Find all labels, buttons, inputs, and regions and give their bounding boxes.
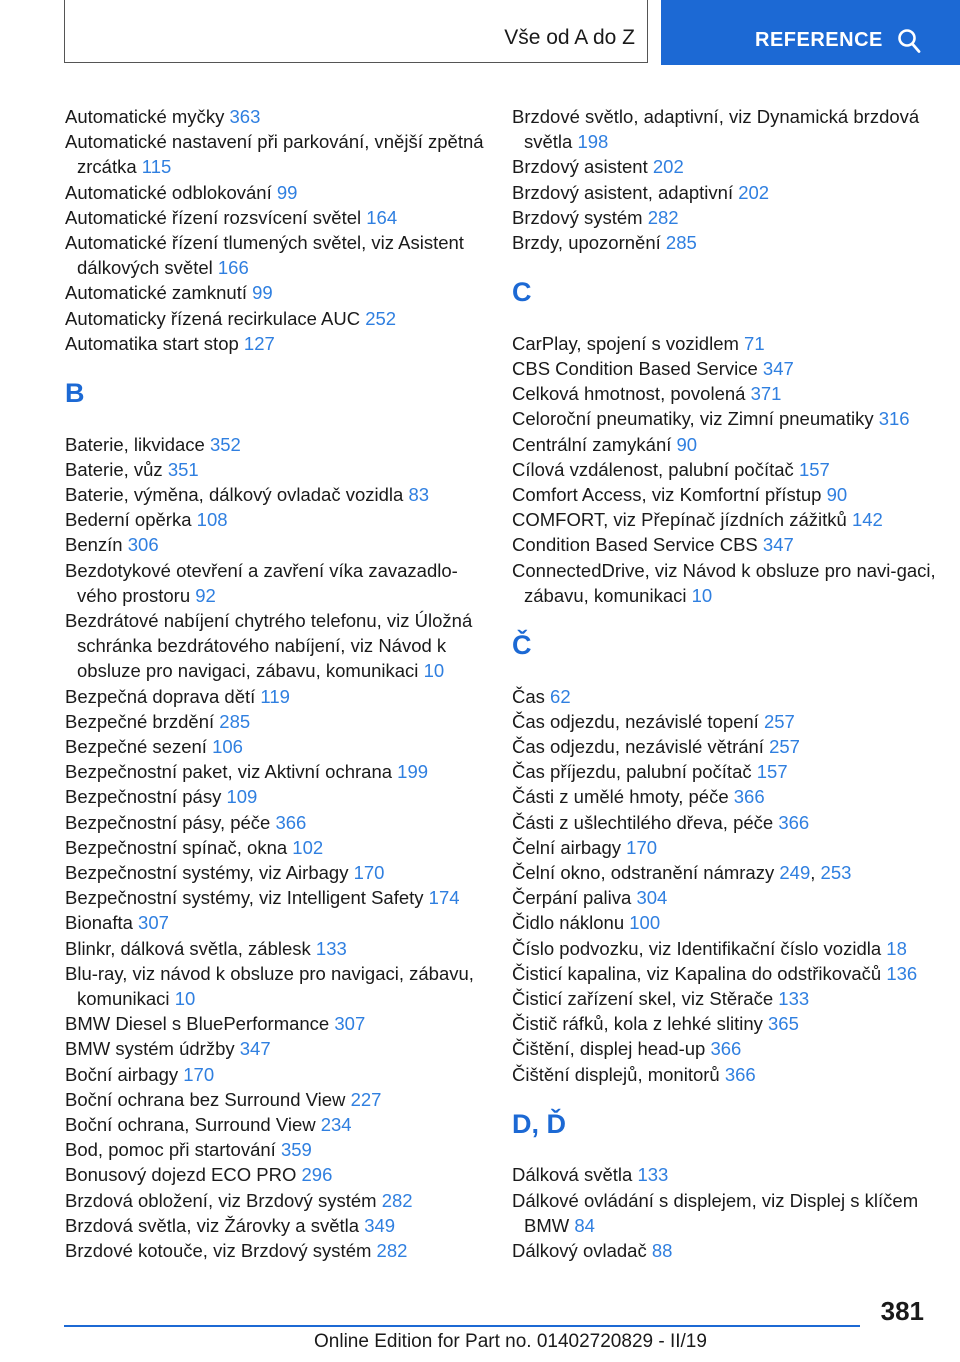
edition-footer: Online Edition for Part no. 01402720829 - II/19 bbox=[314, 1331, 707, 1352]
index-entry bbox=[65, 1036, 495, 1061]
index-entry-text: Celoroční pneumatiky, viz Zimní pneumatiky bbox=[512, 408, 874, 430]
index-entry bbox=[512, 885, 942, 910]
page-reference-link[interactable]: 99 bbox=[252, 282, 273, 304]
page-reference-link[interactable]: 133 bbox=[637, 1164, 669, 1186]
index-entry bbox=[512, 331, 942, 356]
index-entry bbox=[65, 1062, 495, 1087]
index-entry bbox=[512, 507, 942, 532]
page-reference-link[interactable]: 166 bbox=[217, 257, 249, 279]
index-entry-text: Automatické myčky bbox=[65, 106, 225, 127]
index-entry bbox=[512, 936, 942, 961]
index-entry-text: Blu-ray, viz návod k obsluze pro navigaci, zábavu, komunikaci bbox=[65, 962, 474, 1010]
index-entry bbox=[65, 936, 495, 961]
index-entry bbox=[512, 1036, 942, 1061]
index-entry-text: Bonusový dojezd ECO PRO bbox=[65, 1164, 297, 1186]
index-entry bbox=[512, 986, 942, 1011]
index-entry-text: Čas odjezdu, nezávislé větrání bbox=[512, 735, 764, 757]
index-entry-text: Automatické řízení rozsvícení světel bbox=[65, 206, 362, 228]
index-entry bbox=[512, 558, 942, 608]
index-entry bbox=[65, 860, 495, 885]
index-entry bbox=[512, 1062, 942, 1087]
index-entry bbox=[512, 759, 942, 784]
page-reference-link[interactable]: 88 bbox=[651, 1240, 673, 1261]
page-reference-link[interactable]: 307 bbox=[138, 912, 169, 934]
index-entry-text: Baterie, výměna, dálkový ovladač vozidla bbox=[65, 484, 404, 505]
index-entry-text: Comfort Access, viz Komfortní přístup bbox=[512, 484, 822, 505]
page-reference-link[interactable]: 227 bbox=[350, 1088, 382, 1110]
page-reference-link[interactable]: 109 bbox=[226, 786, 258, 808]
index-entry-text: Čelní okno, odstranění námrazy bbox=[512, 862, 775, 883]
index-entry bbox=[65, 1162, 495, 1187]
index-entry bbox=[512, 910, 942, 935]
index-entry-text: Automaticky řízená recirkulace AUC bbox=[65, 307, 361, 329]
page-reference-link[interactable]: 62 bbox=[550, 685, 571, 707]
index-entry bbox=[65, 205, 495, 230]
index-entry bbox=[512, 784, 942, 809]
index-entry bbox=[65, 608, 495, 684]
index-entry bbox=[65, 457, 495, 482]
index-entry bbox=[65, 482, 495, 507]
index-entry bbox=[65, 1213, 495, 1238]
page-reference-link[interactable]: 359 bbox=[280, 1139, 312, 1161]
page-reference-link[interactable]: 316 bbox=[878, 408, 910, 430]
index-entry bbox=[512, 457, 942, 482]
index-entry-text: Automatické odblokování bbox=[65, 181, 272, 203]
index-entry-text: Čištění displejů, monitorů bbox=[512, 1063, 720, 1085]
index-entry-text: Čerpání paliva bbox=[512, 887, 632, 909]
index-entry bbox=[65, 331, 495, 356]
page-reference-link[interactable]: 285 bbox=[219, 710, 251, 732]
index-entry-text: Čistič ráfků, kola z lehké slitiny bbox=[512, 1013, 763, 1035]
index-entry bbox=[65, 306, 495, 331]
reference-label: REFERENCE bbox=[755, 29, 883, 51]
page-reference-link[interactable]: 366 bbox=[275, 811, 307, 833]
page-reference-link[interactable]: 92 bbox=[195, 584, 216, 606]
index-entry bbox=[512, 1011, 942, 1036]
index-entry bbox=[65, 1188, 495, 1213]
page-reference-link[interactable]: 18 bbox=[886, 937, 907, 959]
index-entry-text: Automatické zamknutí bbox=[65, 282, 247, 304]
index-entry bbox=[512, 1188, 942, 1238]
index-entry bbox=[65, 784, 495, 809]
page-reference-link[interactable]: 296 bbox=[301, 1164, 333, 1186]
index-entry bbox=[512, 1162, 942, 1187]
index-entry-text: Baterie, vůz bbox=[65, 458, 163, 480]
page-reference-link[interactable]: 285 bbox=[665, 232, 697, 254]
index-entry bbox=[512, 356, 942, 381]
index-entry-text: Boční ochrana, Surround View bbox=[65, 1114, 316, 1136]
page-reference-link[interactable]: 307 bbox=[334, 1013, 366, 1035]
page-reference-link[interactable]: 365 bbox=[768, 1013, 799, 1035]
index-entry-text: Bezpečná doprava dětí bbox=[65, 685, 256, 707]
page-reference-link[interactable]: 170 bbox=[353, 862, 385, 884]
index-entry bbox=[65, 558, 495, 608]
page-reference-link[interactable]: 108 bbox=[196, 509, 228, 531]
index-entry-text: Brzdová obložení, viz Brzdový systém bbox=[65, 1189, 377, 1211]
page-reference-link[interactable]: 257 bbox=[769, 735, 800, 757]
index-entry-text: Benzín bbox=[65, 534, 123, 556]
index-column-right bbox=[512, 104, 942, 1263]
page-reference-link[interactable]: 363 bbox=[229, 106, 261, 127]
index-entry-text: Čisticí zařízení skel, viz Stěrače bbox=[512, 988, 774, 1010]
index-entry bbox=[65, 910, 495, 935]
page-reference-link[interactable]: 304 bbox=[636, 887, 668, 909]
index-entry-text: Bederní opěrka bbox=[65, 509, 192, 531]
index-entry-text: Čas odjezdu, nezávislé topení bbox=[512, 710, 759, 732]
page-reference-link[interactable]: 202 bbox=[652, 156, 684, 178]
page-reference-link[interactable]: 371 bbox=[750, 383, 782, 405]
index-entry bbox=[65, 129, 495, 179]
index-entry-text: Části z umělé hmoty, péče bbox=[512, 786, 729, 808]
index-entry-text: Čas příjezdu, palubní počítač bbox=[512, 761, 752, 783]
page-reference-link[interactable]: 133 bbox=[315, 937, 347, 959]
index-letter-heading: C bbox=[512, 277, 532, 308]
page-reference-link[interactable]: 71 bbox=[744, 332, 765, 354]
index-entry bbox=[65, 1137, 495, 1162]
index-entry bbox=[512, 709, 942, 734]
index-entry-text: Čas bbox=[512, 685, 545, 707]
index-entry-text: Blinkr, dálková světla, záblesk bbox=[65, 937, 311, 959]
index-entry bbox=[512, 381, 942, 406]
index-entry bbox=[512, 810, 942, 835]
index-entry-text: Brzdové světlo, adaptivní, viz Dynamická brzdová světla bbox=[512, 106, 920, 153]
index-entry-text: Bezpečnostní pásy bbox=[65, 786, 222, 808]
index-entry bbox=[65, 709, 495, 734]
page-reference-link[interactable]: 366 bbox=[710, 1038, 742, 1060]
index-entry-text: Bezpečnostní pásy, péče bbox=[65, 811, 271, 833]
page-reference-link[interactable]: 198 bbox=[577, 131, 609, 153]
index-entry bbox=[65, 180, 495, 205]
index-entry-text: Dálkový ovladač bbox=[512, 1240, 647, 1261]
index-entry bbox=[65, 1238, 495, 1263]
index-entry-text: Čištění, displej head-up bbox=[512, 1038, 706, 1060]
index-entry-text: Dálková světla bbox=[512, 1164, 633, 1186]
index-entry bbox=[65, 885, 495, 910]
index-entry-text: Brzdový systém bbox=[512, 206, 643, 228]
page-reference-link[interactable]: 133 bbox=[778, 988, 810, 1010]
index-entry-text: Čidlo náklonu bbox=[512, 912, 625, 934]
page-reference-link[interactable]: 257 bbox=[763, 710, 795, 732]
index-entry-text: Boční airbagy bbox=[65, 1063, 179, 1085]
index-entry bbox=[65, 961, 495, 1011]
page-reference-link[interactable]: 100 bbox=[629, 912, 661, 934]
page-reference-link[interactable]: 249 bbox=[779, 862, 811, 883]
index-entry bbox=[512, 1238, 942, 1263]
index-entry bbox=[512, 205, 942, 230]
index-entry-text: Cílová vzdálenost, palubní počítač bbox=[512, 458, 794, 480]
index-entry bbox=[65, 835, 495, 860]
index-entry-text: Automatické řízení tlumených světel, viz Asistent dálkových světel bbox=[65, 232, 464, 279]
page-reference-link[interactable]: 366 bbox=[733, 786, 765, 808]
index-entry-text: Baterie, likvidace bbox=[65, 433, 205, 455]
index-entry bbox=[65, 432, 495, 457]
page-reference-link[interactable]: 282 bbox=[376, 1240, 408, 1262]
index-entry bbox=[512, 835, 942, 860]
index-entry-text: CarPlay, spojení s vozidlem bbox=[512, 332, 739, 354]
index-entry-text: Celková hmotnost, povolená bbox=[512, 383, 746, 405]
index-entry-text: Části z ušlechtilého dřeva, péče bbox=[512, 811, 774, 833]
index-entry-text: Brzdové kotouče, viz Brzdový systém bbox=[65, 1240, 372, 1262]
index-entry bbox=[512, 104, 942, 154]
index-entry-text: CBS Condition Based Service bbox=[512, 357, 758, 379]
index-entry bbox=[512, 230, 942, 255]
index-entry-text: Čisticí kapalina, viz Kapalina do odstřikovačů bbox=[512, 962, 882, 984]
index-entry bbox=[65, 1087, 495, 1112]
index-column-left bbox=[65, 104, 495, 1263]
index-entry bbox=[512, 180, 942, 205]
index-entry bbox=[512, 406, 942, 431]
index-entry bbox=[65, 684, 495, 709]
index-entry bbox=[65, 734, 495, 759]
index-entry bbox=[512, 154, 942, 179]
page-reference-link[interactable]: 351 bbox=[167, 458, 199, 480]
index-entry-text: Boční ochrana bez Surround View bbox=[65, 1088, 346, 1110]
index-entry-text: Čelní airbagy bbox=[512, 836, 622, 858]
index-entry bbox=[65, 810, 495, 835]
index-entry bbox=[512, 432, 942, 457]
index-entry bbox=[512, 684, 942, 709]
index-entry bbox=[512, 482, 942, 507]
index-entry bbox=[65, 507, 495, 532]
index-entry-text: Brzdy, upozornění bbox=[512, 232, 661, 254]
page-reference-link[interactable]: 119 bbox=[260, 685, 290, 707]
reference-tab[interactable] bbox=[661, 0, 960, 65]
page-number: 381 bbox=[880, 1296, 924, 1326]
index-entry-text: Brzdový asistent bbox=[512, 156, 648, 178]
section-title: Vše od A do Z bbox=[504, 26, 635, 49]
index-entry-text: Centrální zamykání bbox=[512, 433, 672, 455]
index-entry bbox=[65, 104, 495, 129]
index-letter-heading: Č bbox=[512, 630, 532, 661]
index-entry-text: Automatika start stop bbox=[65, 332, 239, 354]
page-reference-link[interactable]: 99 bbox=[276, 181, 298, 203]
index-entry bbox=[65, 280, 495, 305]
index-entry-text: Condition Based Service CBS bbox=[512, 534, 758, 556]
page-reference-link[interactable]: 234 bbox=[320, 1114, 352, 1136]
index-entry-text: Bezpečnostní systémy, viz Intelligent Safety bbox=[65, 887, 424, 909]
index-entry bbox=[65, 1112, 495, 1137]
index-entry-text: Bezpečnostní spínač, okna bbox=[65, 836, 288, 858]
page-reference-link[interactable]: 157 bbox=[798, 458, 830, 480]
page-reference-link[interactable]: 252 bbox=[365, 307, 397, 329]
page-reference-link[interactable]: 349 bbox=[364, 1214, 396, 1236]
search-icon[interactable] bbox=[897, 28, 921, 54]
page-reference-link[interactable]: 282 bbox=[381, 1189, 413, 1211]
page-reference-link[interactable]: 115 bbox=[141, 156, 172, 178]
index-entry bbox=[65, 532, 495, 557]
page-reference-link[interactable]: 202 bbox=[738, 181, 770, 203]
index-entry-text: Bezdrátové nabíjení chytrého telefonu, viz Úložná schránka bezdrátového nabíjení, viz Návod k obsluze pro navigaci, zábavu, komunikaci bbox=[65, 610, 473, 682]
page-reference-link[interactable]: 142 bbox=[851, 509, 883, 531]
index-entry-text: Bezpečnostní paket, viz Aktivní ochrana bbox=[65, 761, 393, 783]
header-section-box bbox=[64, 0, 648, 63]
page-reference-link[interactable]: 10 bbox=[174, 988, 196, 1010]
page-reference-link[interactable]: 170 bbox=[626, 836, 658, 858]
page-reference-link[interactable]: 253 bbox=[820, 862, 852, 883]
index-entry bbox=[65, 1011, 495, 1036]
page-reference-link[interactable]: 282 bbox=[647, 206, 679, 228]
page-reference-link[interactable]: 174 bbox=[428, 887, 460, 909]
page-reference-link[interactable]: 90 bbox=[676, 433, 698, 455]
page-reference-link[interactable]: 84 bbox=[574, 1214, 595, 1236]
page-reference-link[interactable]: 106 bbox=[212, 736, 243, 758]
index-entry-text: Bezpečné brzdění bbox=[65, 710, 215, 732]
page-reference-link[interactable]: 366 bbox=[724, 1063, 756, 1085]
page-reference-link[interactable]: 306 bbox=[127, 534, 159, 556]
index-entry-text: Automatické nastavení při parkování, vnější zpětná zrcátka bbox=[65, 131, 484, 178]
index-entry bbox=[512, 734, 942, 759]
index-entry-text: Bezpečnostní systémy, viz Airbagy bbox=[65, 862, 349, 884]
index-entry-text: Bezdotykové otevření a zavření víka zavazadlo‐vého prostoru bbox=[65, 559, 458, 606]
page-reference-link[interactable]: 10 bbox=[691, 584, 713, 606]
index-entry-text: Brzdový asistent, adaptivní bbox=[512, 181, 734, 203]
index-entry-text: ConnectedDrive, viz Návod k obsluze pro navi‐gaci, zábavu, komunikaci bbox=[512, 559, 936, 606]
index-entry bbox=[65, 759, 495, 784]
page-reference-link[interactable]: 199 bbox=[397, 761, 429, 783]
page-reference-link[interactable]: 102 bbox=[292, 836, 324, 858]
page-reference-link[interactable]: 90 bbox=[826, 484, 848, 505]
index-entry bbox=[65, 230, 495, 280]
index-entry-text: Dálkové ovládání s displejem, viz Displej s klíčem BMW bbox=[512, 1189, 919, 1236]
page-reference-link[interactable]: 352 bbox=[209, 433, 241, 455]
index-letter-heading: B bbox=[65, 378, 85, 409]
index-entry bbox=[512, 532, 942, 557]
footer-divider bbox=[64, 1325, 860, 1327]
page-reference-link[interactable]: 347 bbox=[239, 1038, 271, 1060]
page-reference-link[interactable]: 157 bbox=[756, 761, 788, 783]
page-reference-link[interactable]: 347 bbox=[762, 534, 794, 556]
index-entry-text: Bionafta bbox=[65, 912, 133, 934]
index-entry-text: Brzdová světla, viz Žárovky a světla bbox=[65, 1214, 360, 1236]
index-entry: Čelní okno, odstranění námrazy 249, 253 bbox=[512, 862, 852, 883]
page-reference-link[interactable]: 366 bbox=[778, 811, 810, 833]
page-reference-link[interactable]: 347 bbox=[762, 357, 794, 379]
page-reference-link[interactable]: 10 bbox=[423, 660, 445, 682]
index-entry-text: Číslo podvozku, viz Identifikační číslo vozidla bbox=[512, 937, 882, 959]
page-reference-link[interactable]: 164 bbox=[366, 206, 398, 228]
index-letter-heading: D, Ď bbox=[512, 1109, 566, 1140]
page-reference-link[interactable]: 83 bbox=[408, 484, 430, 505]
index-entry bbox=[512, 961, 942, 986]
index-entry-text: BMW systém údržby bbox=[65, 1038, 235, 1060]
index-entry-text: COMFORT, viz Přepínač jízdních zážitků bbox=[512, 509, 847, 531]
index-entry-text: Bod, pomoc při startování bbox=[65, 1139, 276, 1161]
index-entry-text: Bezpečné sezení bbox=[65, 736, 207, 758]
page-reference-link[interactable]: 127 bbox=[243, 332, 275, 354]
index-entry-text: BMW Diesel s BluePerformance bbox=[65, 1013, 330, 1035]
page-reference-link[interactable]: 170 bbox=[183, 1063, 215, 1085]
page-reference-link[interactable]: 136 bbox=[886, 962, 918, 984]
